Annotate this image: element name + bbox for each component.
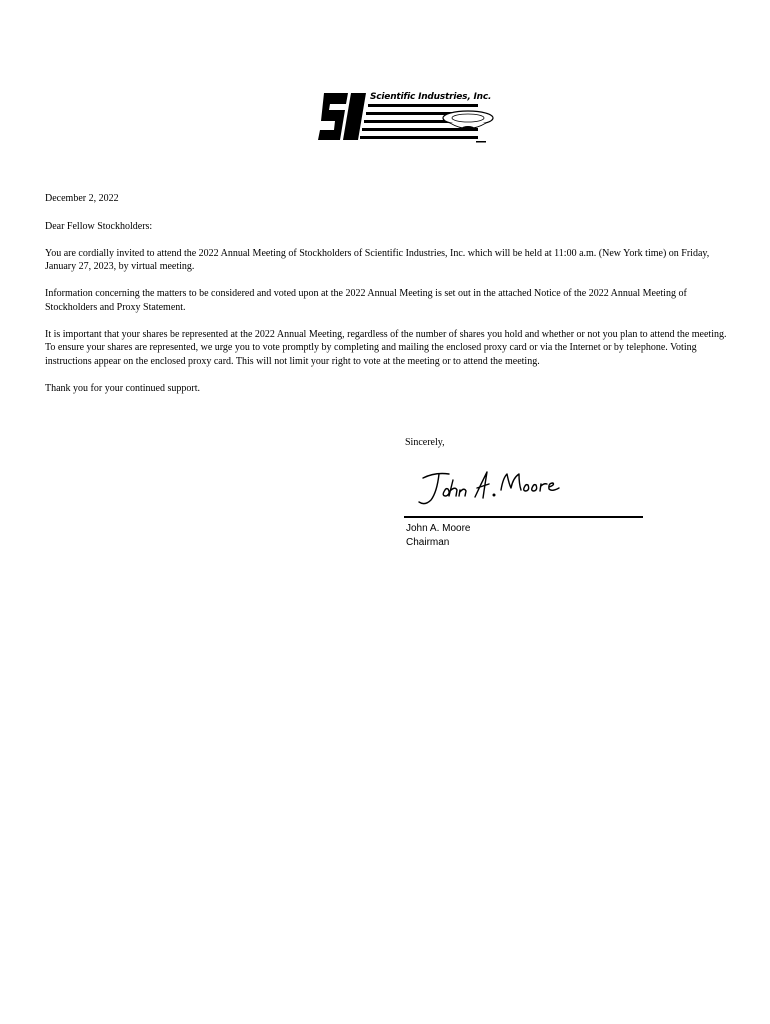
paragraph-invitation: You are cordially invited to attend the 2022 Annual Meeting of Stockholders of Scientific Industries, Inc. which will be held at 11:00 a.m. (New York time) on Friday, January 27, 2023, by virtual meeting.: [45, 247, 710, 272]
signer-title: Chairman: [406, 536, 450, 548]
company-name: Scientific Industries, Inc.: [370, 92, 492, 102]
paragraph-thanks: Thank you for your continued support.: [45, 382, 200, 394]
closing: Sincerely,: [405, 437, 445, 448]
paragraph-voting: It is important that your shares be represented at the 2022 Annual Meeting, regardless of the number of shares you hold and whether or not you plan to attend the meeting. To ensure your shares are represented, we urge you to vote promptly by completing and mailing the enclosed proxy card or via the Internet or by telephone. Voting instructions appear on the enclosed proxy card. This will not limit your right to vote at the meeting or to attend the meeting.: [45, 328, 727, 367]
company-logo: [318, 90, 500, 148]
handwritten-signature: [415, 464, 575, 510]
signer-block: [406, 522, 470, 549]
signature-line: [404, 516, 643, 518]
paragraph-information: Information concerning the matters to be considered and voted upon at the 2022 Annual Meeting is set out in the attached Notice of the 2022 Annual Meeting of Stockholders and Proxy Statement.: [45, 288, 687, 313]
signer-name: John A. Moore: [406, 523, 471, 534]
letter-date: December 2, 2022: [45, 193, 119, 204]
salutation: Dear Fellow Stockholders:: [45, 220, 153, 232]
letter-body: [45, 192, 727, 409]
